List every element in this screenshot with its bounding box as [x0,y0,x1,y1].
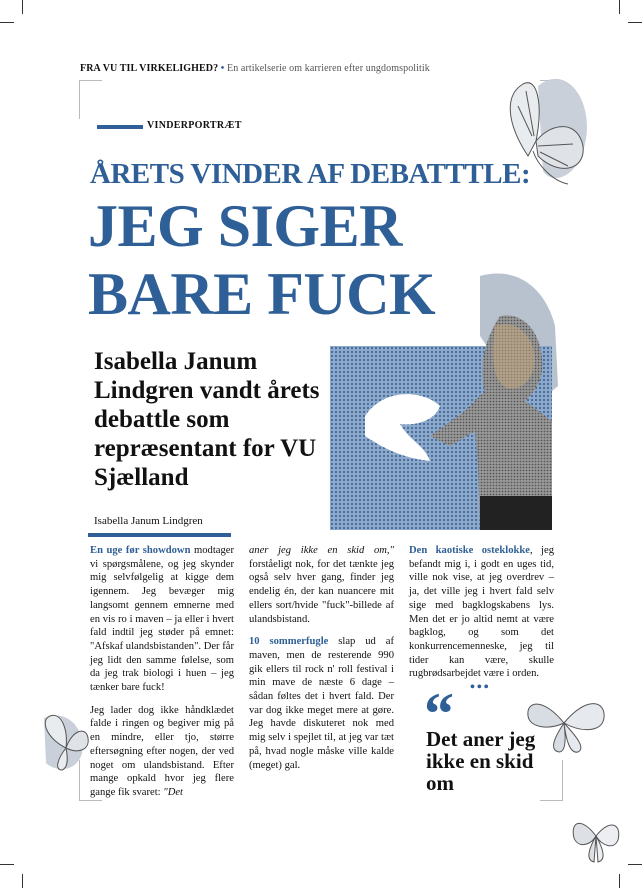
crop-mark [22,874,23,888]
crop-mark [619,0,620,14]
paragraph-italic: "Det [163,786,183,798]
paragraph [409,544,554,681]
series-title: FRA VU TIL VIRKELIGHED? [80,63,219,74]
crop-mark [628,864,642,865]
series-subtitle: En artikelserie om karrieren efter ungdomspolitik [227,63,430,74]
body-column [90,544,234,809]
paragraph [90,544,234,695]
paragraph-text: , jeg befandt mig i, i godt en uges tid, ville nok vise, at jeg overdrev – ja, det ville jeg i hvert fald selv sige med bagklogskabens lys. Men det er jo altid nemt at være bagklog, og som det konkurrencemenneske, jeg til tider kan være, skulle rugbrødsarbejdet være i orden. [409,545,554,680]
quote-mark-icon: “ [424,681,454,747]
crop-mark [628,22,642,23]
lead-in: En uge før showdown [90,545,191,556]
overline: ÅRETS VINDER AF DEBATTTLE: [90,158,531,190]
photo-caption: Isabella Janum Lindgren [94,515,203,527]
paragraph-text: slap ud af maven, men de resterende 990 gik ellers til rock n' roll festival i min mave de næste 6 dage – sådan føltes det i hvert fald. Der var dog ikke meget mere at gøre. Jeg havde diskuteret nok med mig selv i spejlet til, at jeg var tæt på, hvad nogle måske ville kalde (meget) gal. [249,636,395,771]
lead-in: 10 sommerfugle [249,636,329,648]
caption-bar [88,533,231,537]
paragraph-text: modtager vi spørgsmålene, og jeg skynder mig selvfølgelig at kigge dem igennem. Jeg bevæger mig langsomt gennem emnerne med en vis ro i maven – ja eller i hvert fald indtil jeg støder på emnet: "Afskaf ulandsbistanden". Der får jeg lidt den samme følelse, som da jeg trak biologi i huen – jeg tænker bare fuck! [90,545,235,694]
body-column [249,544,394,781]
headline-line: BARE FUCK [88,261,436,327]
paragraph [90,704,234,800]
butterfly-icon [566,808,626,868]
pullquote-dots: ••• [470,680,491,695]
paragraph-italic: aner jeg ikke en skid om," [249,545,394,556]
butterfly-icon [524,688,610,758]
crop-mark [0,864,14,865]
section-bar [97,125,143,129]
headline-line: JEG SIGER [88,193,402,259]
article-photo [330,346,552,530]
series-kicker [80,63,430,74]
butterfly-icon [36,708,92,778]
paragraph [249,544,394,626]
frame-corner [79,80,102,119]
crop-mark [22,0,23,14]
crop-mark [619,874,620,888]
deck: Isabella Janum Lindgren vandt årets debattle som repræsentant for VU Sjælland [94,348,320,491]
paragraph-text: Jeg lader dog ikke håndklædet falde i ringen og begiver mig på en mindre, eller tjo, større eftersøgning efter nogen, der ved noget om ulandsbistand. Efter mange opkald hvor jeg flere gange fik svaret: [90,704,234,798]
paragraph [249,635,394,772]
headline [88,192,435,328]
section-label: VINDERPORTRÆT [147,120,242,131]
bullet: • [220,63,225,74]
lead-in: Den kaotiske osteklokke [409,545,530,556]
pullquote: Det aner jeg ikke en skid om [426,727,536,795]
body-column [409,544,554,690]
paragraph-text: forståeligt nok, for det tænkte jeg også selv hver gang, finder jeg endelig én, der kan nuancere mit ellers sort/hvide "fuck"-billede af ulandsbistand. [249,558,394,625]
crop-mark [0,22,14,23]
